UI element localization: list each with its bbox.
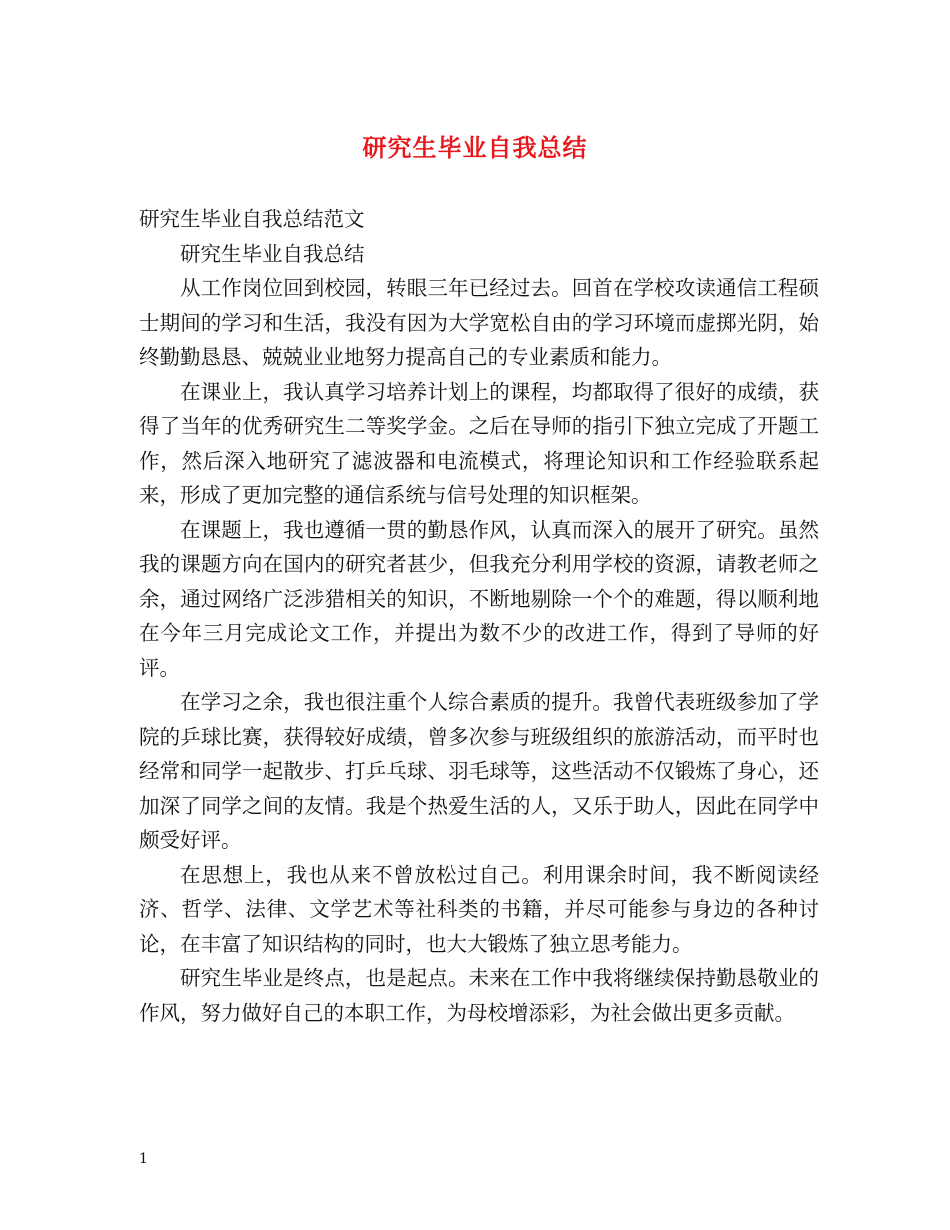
page-number: 1 <box>139 1151 148 1167</box>
document-body <box>139 202 819 1030</box>
section-heading: 研究生毕业自我总结 <box>180 241 365 266</box>
paragraph-coursework: 在课业上，我认真学习培养计划上的课程，均都取得了很好的成绩，获得了当年的优秀研究生二等奖学金。之后在导师的指引下独立完成了开题工作，然后深入地研究了滤波器和电流模式，将理论知识和工作经验联系起来，形成了更加完整的通信系统与信号处理的知识框架。 <box>139 379 819 507</box>
document-title: 研究生毕业自我总结 <box>362 133 588 162</box>
paragraph-conclusion: 研究生毕业是终点，也是起点。未来在工作中我将继续保持勤恳敬业的作风，努力做好自己的本职工作，为母校增添彩，为社会做出更多贡献。 <box>139 966 819 1025</box>
paragraph-thinking: 在思想上，我也从来不曾放松过自己。利用课余时间，我不断阅读经济、哲学、法律、文学艺术等社科类的书籍，并尽可能参与身边的各种讨论，在丰富了知识结构的同时，也大大锻炼了独立思考能力。 <box>139 862 819 956</box>
paragraph-activities: 在学习之余，我也很注重个人综合素质的提升。我曾代表班级参加了学院的乒球比赛，获得较好成绩，曾多次参与班级组织的旅游活动，而平时也经常和同学一起散步、打乒乓球、羽毛球等，这些活动不仅锻炼了身心，还加深了同学之间的友情。我是个热爱生活的人，又乐于助人，因此在同学中颇受好评。 <box>139 690 819 852</box>
paragraph-research: 在课题上，我也遵循一贯的勤恳作风，认真而深入的展开了研究。虽然我的课题方向在国内的研究者甚少，但我充分利用学校的资源，请教老师之余，通过网络广泛涉猎相关的知识，不断地剔除一个个的难题，得以顺利地在今年三月完成论文工作，并提出为数不少的改进工作，得到了导师的好评。 <box>139 517 819 680</box>
paragraph-intro: 从工作岗位回到校园，转眼三年已经过去。回首在学校攻读通信工程硕士期间的学习和生活，我没有因为大学宽松自由的学习环境而虚掷光阴，始终勤勤恳恳、兢兢业业地努力提高自己的专业素质和能力。 <box>139 276 819 369</box>
subtitle-line: 研究生毕业自我总结范文 <box>139 207 365 231</box>
